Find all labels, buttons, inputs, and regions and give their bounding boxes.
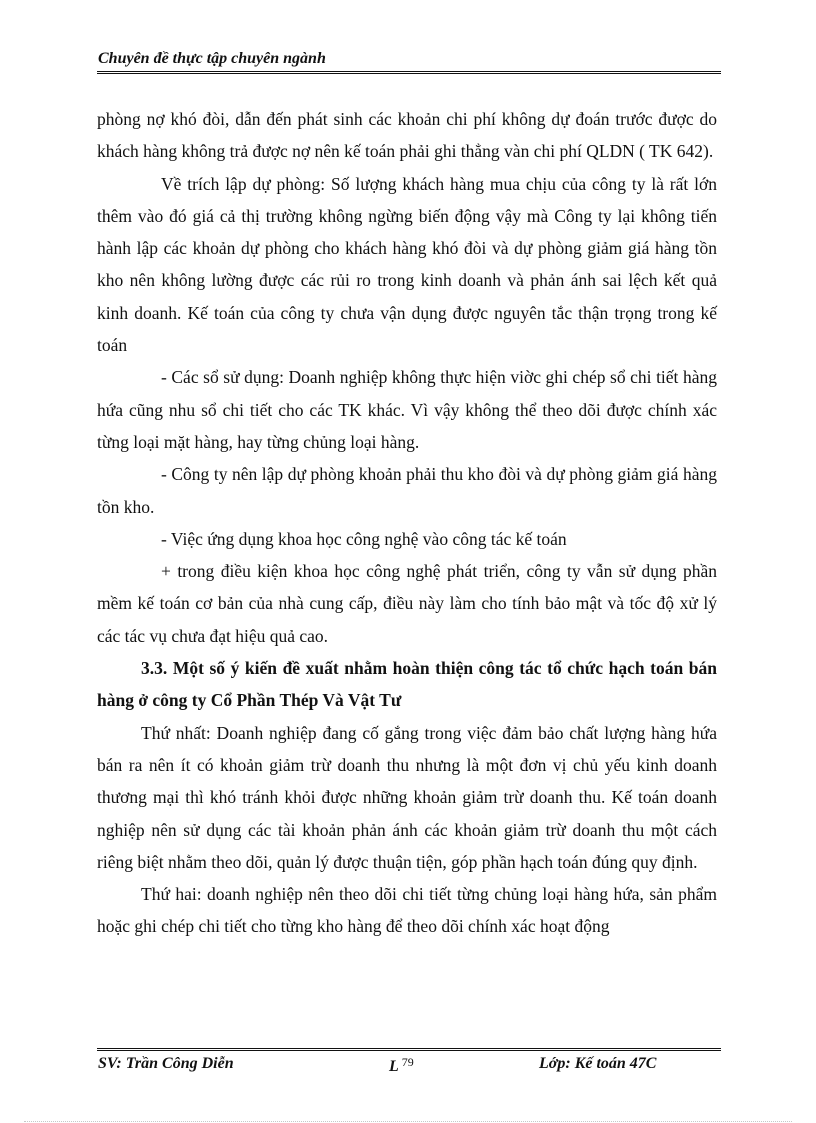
paragraph-continuation: phòng nợ khó đòi, dẫn đến phát sinh các khoản chi phí không dự đoán trước được do khách hàng không trả được nợ nên kế toán phải ghi thẳng vàn chi phí QLDN ( TK 642).	[97, 109, 717, 162]
footer-rule	[97, 1048, 721, 1049]
header-rule-double	[97, 73, 721, 74]
section-heading: 3.3. Một số ý kiến đề xuất nhằm hoàn thiện công tác tổ chức hạch toán bán hàng ở công ty Cổ Phần Thép Và Vật Tư	[97, 658, 717, 711]
paragraph-first: Thứ nhất: Doanh nghiệp đang cố gắng trong việc đảm bảo chất lượng hàng hứa bán ra nên ít có khoản giảm trừ doanh thu nhưng là một đơn vị chủ yếu kinh doanh thương mại thì khó tránh khỏi được những khoản giảm trừ doanh thu. Kế toán doanh nghiệp nên sử dụng các tài khoản phản ánh các khoản giảm trừ doanh thu một cách riêng biệt nhằm theo dõi, quản lý được thuận tiện, góp phần hạch toán đúng quy định.	[97, 722, 717, 872]
footer-class: Lớp: Kế toán 47C	[539, 1055, 657, 1072]
page-footer	[97, 1048, 721, 1078]
page-header	[97, 50, 721, 74]
paragraph-software: + trong điều kiện khoa học công nghệ phát triển, công ty vẫn sử dụng phần mềm kế toán cơ bản của nhà cung cấp, điều này làm cho tính bảo mật và tốc độ xử lý các tác vụ chưa đạt hiệu quả cao.	[97, 561, 717, 646]
document-body	[97, 103, 717, 943]
paragraph-allowance: - Công ty nên lập dự phòng khoản phải thu kho đòi và dự phòng giảm giá hàng tồn kho.	[97, 464, 717, 517]
paragraph-second: Thứ hai: doanh nghiệp nên theo dõi chi tiết từng chủng loại hàng hứa, sản phẩm hoặc ghi chép chi tiết cho từng kho hàng để theo dõi chính xác hoạt động	[97, 884, 717, 937]
header-title: Chuyên đề thực tập chuyên ngành	[98, 50, 326, 67]
page-bottom-border	[24, 1121, 792, 1122]
paragraph-provisions: Về trích lập dự phòng: Số lượng khách hàng mua chịu của công ty là rất lớn thêm vào đó giá cả thị trường không ngừng biến động vậy mà Công ty lại không tiến hành lập các khoản dự phòng cho khách hàng khó đòi và dự phòng giảm giá hàng tồn kho nên không lường được các rủi ro trong kinh doanh và phản ánh sai lệch kết quả kinh doanh. Kế toán của công ty chưa vận dụng được nguyên tắc thận trọng trong kế toán	[97, 173, 717, 356]
footer-rule-double	[97, 1050, 721, 1051]
paragraph-ledgers: - Các sổ sử dụng: Doanh nghiệp không thực hiện viờc ghi chép sổ chi tiết hàng hứa cũng nhu sổ chi tiết cho các TK khác. Vì vậy không thể theo dõi được chính xác từng loại mặt hàng, hay từng chủng loại hàng.	[97, 367, 717, 452]
footer-page-prefix: L	[389, 1058, 399, 1075]
footer-page	[389, 1055, 414, 1076]
paragraph-technology: - Việc ứng dụng khoa học công nghệ vào công tác kế toán	[161, 528, 567, 549]
page-number: 79	[401, 1055, 414, 1069]
footer-student: SV: Trần Công Diễn	[98, 1055, 234, 1072]
header-rule	[97, 71, 721, 72]
